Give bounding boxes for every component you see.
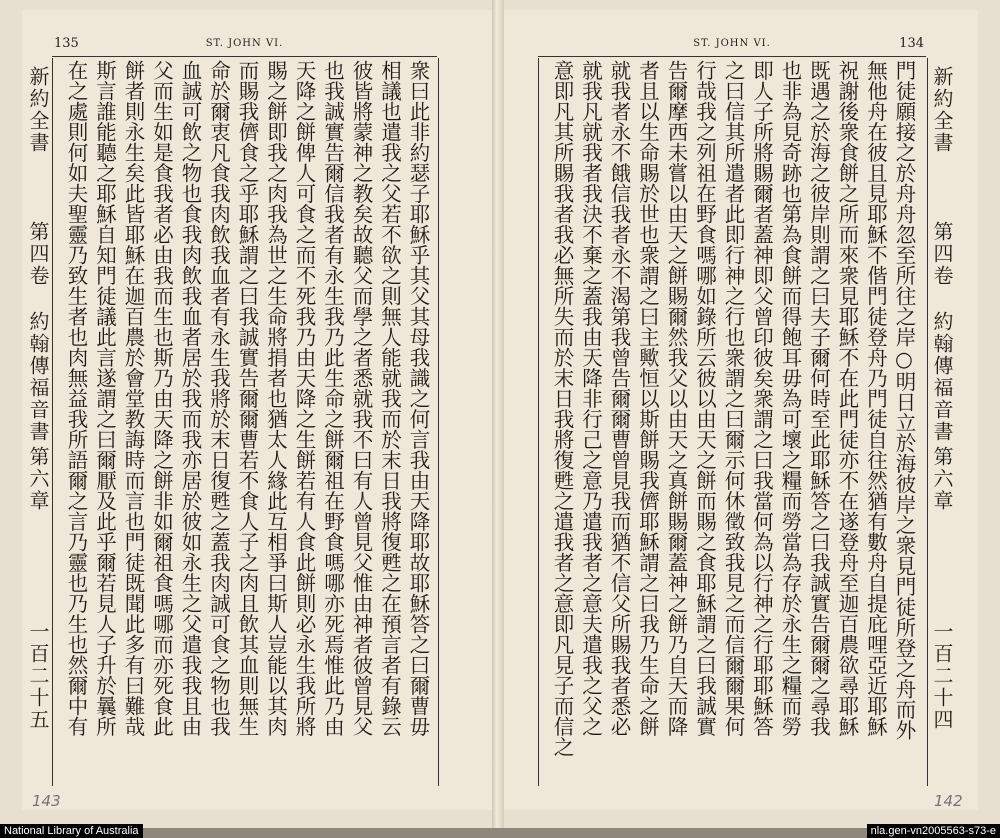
text-column: 既遇之於海之彼岸則謂之曰夫子爾何時至此耶穌答之曰我誠實告爾爾之尋我	[806, 60, 831, 737]
running-header	[52, 36, 437, 57]
running-header	[538, 36, 926, 57]
text-column: 在之處則何如夫聖靈乃致生者也肉無益我所語爾之言乃靈也乃生也然爾中有	[64, 60, 88, 737]
margin-title-block	[24, 66, 50, 806]
text-column: 行哉我之列祖在野食嗎哪如錄所云彼以由天之餅而賜之食耶穌謂之曰我誠實	[692, 60, 717, 737]
margin-title: 新約全書	[930, 66, 954, 154]
text-column: 而賜我儕食之乎耶穌謂之曰我誠實告爾爾曹若不食人子之肉且飲其血則無生	[235, 60, 259, 737]
text-column	[546, 60, 548, 786]
pencil-annotation: 142	[934, 792, 963, 810]
text-column: 父而生如是食我者必由我而生也斯乃由天降之餅非如爾祖食嗎哪而亦死食此	[149, 60, 174, 737]
margin-book: 約翰傳福音書	[930, 311, 954, 443]
book-gutter	[492, 0, 504, 828]
page-number: 134	[899, 36, 924, 51]
text-column: 餅者則永生矣此皆耶穌在迦百農於會堂教誨時而言也門徒既聞此多有曰難哉	[121, 60, 145, 737]
text-column: 血誠可飲之物也食我肉飲我血者居於我而我亦居於彼如永生之父遣我我且由	[178, 60, 202, 737]
margin-volume: 第四卷	[26, 221, 50, 287]
text-column: 就我凡就我者我決不棄之蓋我由天降非行己之意乃遣我者之意夫遣我之父之	[578, 60, 603, 737]
text-column: 就我者永不餓信我者永不渴第我曾告爾爾曹曾見我而猶不信父所賜我者悉必	[607, 60, 631, 737]
text-column: 賜之餅即我之肉我為世之生命將捐者也猶太人緣此互相爭曰斯人豈能以其肉	[263, 60, 288, 737]
text-column: 也非為見奇跡也第為食餅而得飽耳毋為可壞之糧而勞當為存於永生之糧而勞	[778, 60, 802, 737]
margin-chapter: 第六章	[930, 446, 954, 512]
text-column: 告爾摩西未嘗以由天之餅賜爾然我父以由天之真餅賜爾蓋神之餅乃自天而降	[664, 60, 688, 737]
margin-leaf-number: 一百二十四	[930, 621, 954, 731]
left-page	[22, 10, 492, 810]
text-column: 無他舟在彼且見耶穌不偕門徒登舟乃門徒自往然猶有數舟自提庇哩亞近耶穌	[863, 60, 888, 737]
body-text-columns	[60, 60, 432, 786]
text-column: 即人子所將賜爾者蓋神即父曾印彼矣衆謂之曰我當何為以行神之行耶耶穌答	[749, 60, 774, 737]
text-column: 者且以生命賜於世也衆謂之曰主歟恒以斯餅賜我儕耶穌謂之曰我乃生命之餅	[635, 60, 660, 737]
text-column: 相議也遣我之父若不欲之則無人能就我而於末日我將復甦之在預言者有錄云	[377, 60, 402, 737]
body-text-columns	[546, 60, 918, 786]
margin-title: 新約全書	[26, 66, 50, 154]
text-column: 衆曰此非約瑟子耶穌乎其父其母我識之何言我由天降耶故耶穌答之曰爾曹毋	[406, 60, 430, 737]
text-column: 命於爾衷凡食我肉飲我血者有永生我將於末日復甦之蓋我肉誠可食之物也我	[206, 60, 231, 737]
margin-volume: 第四卷	[930, 221, 954, 287]
margin-leaf-number: 一百二十五	[26, 621, 50, 731]
running-head-title: ST. JOHN VI.	[205, 38, 284, 49]
text-column: 斯言誰能聽之耶穌自知門徒議此言遂謂之曰爾厭及此乎爾若見人子升於曩所	[92, 60, 117, 737]
text-column: 也我誠實告爾信我者有永生我乃此生命之餅爾祖在野食嗎哪亦死焉惟此乃由	[320, 60, 345, 737]
text-column: 意即凡其所賜我者我必無所失而於末日我將復甦之遣我者之意即凡見子而信之	[550, 60, 574, 757]
margin-book: 約翰傳福音書	[26, 311, 50, 443]
text-column: 祝謝後衆食餅之所而來衆見耶穌不在此門徒亦不在遂登舟至迦百農欲尋耶穌	[835, 60, 859, 737]
text-column: 彼皆將蒙神之教矣故聽父而學之者悉就我不曰有人曾見父惟由神者彼曾見父	[349, 60, 373, 737]
credit-library: National Library of Australia	[0, 824, 143, 838]
margin-chapter: 第六章	[26, 446, 50, 512]
page-number: 135	[54, 36, 79, 51]
margin-title-block	[928, 66, 954, 806]
text-column	[60, 60, 62, 786]
right-page	[504, 10, 978, 810]
pencil-annotation: 143	[32, 792, 61, 810]
running-head-title: ST. JOHN VI.	[693, 38, 771, 49]
text-column: 之曰信其所遣者此即行神之行也衆謂之曰爾示何休徵致我見之而信爾爾果何	[721, 60, 745, 737]
text-column: 門徒願接之於舟舟忽至所往之岸○明日立於海彼岸之衆見門徒所登之舟而外	[892, 60, 916, 740]
credit-identifier: nla.gen-vn2005563-s73-e	[867, 824, 1000, 838]
text-column: 天降之餅俾人可食之而不死我乃由天降之生餅若有人食此餅則必永生我所將	[292, 60, 316, 737]
